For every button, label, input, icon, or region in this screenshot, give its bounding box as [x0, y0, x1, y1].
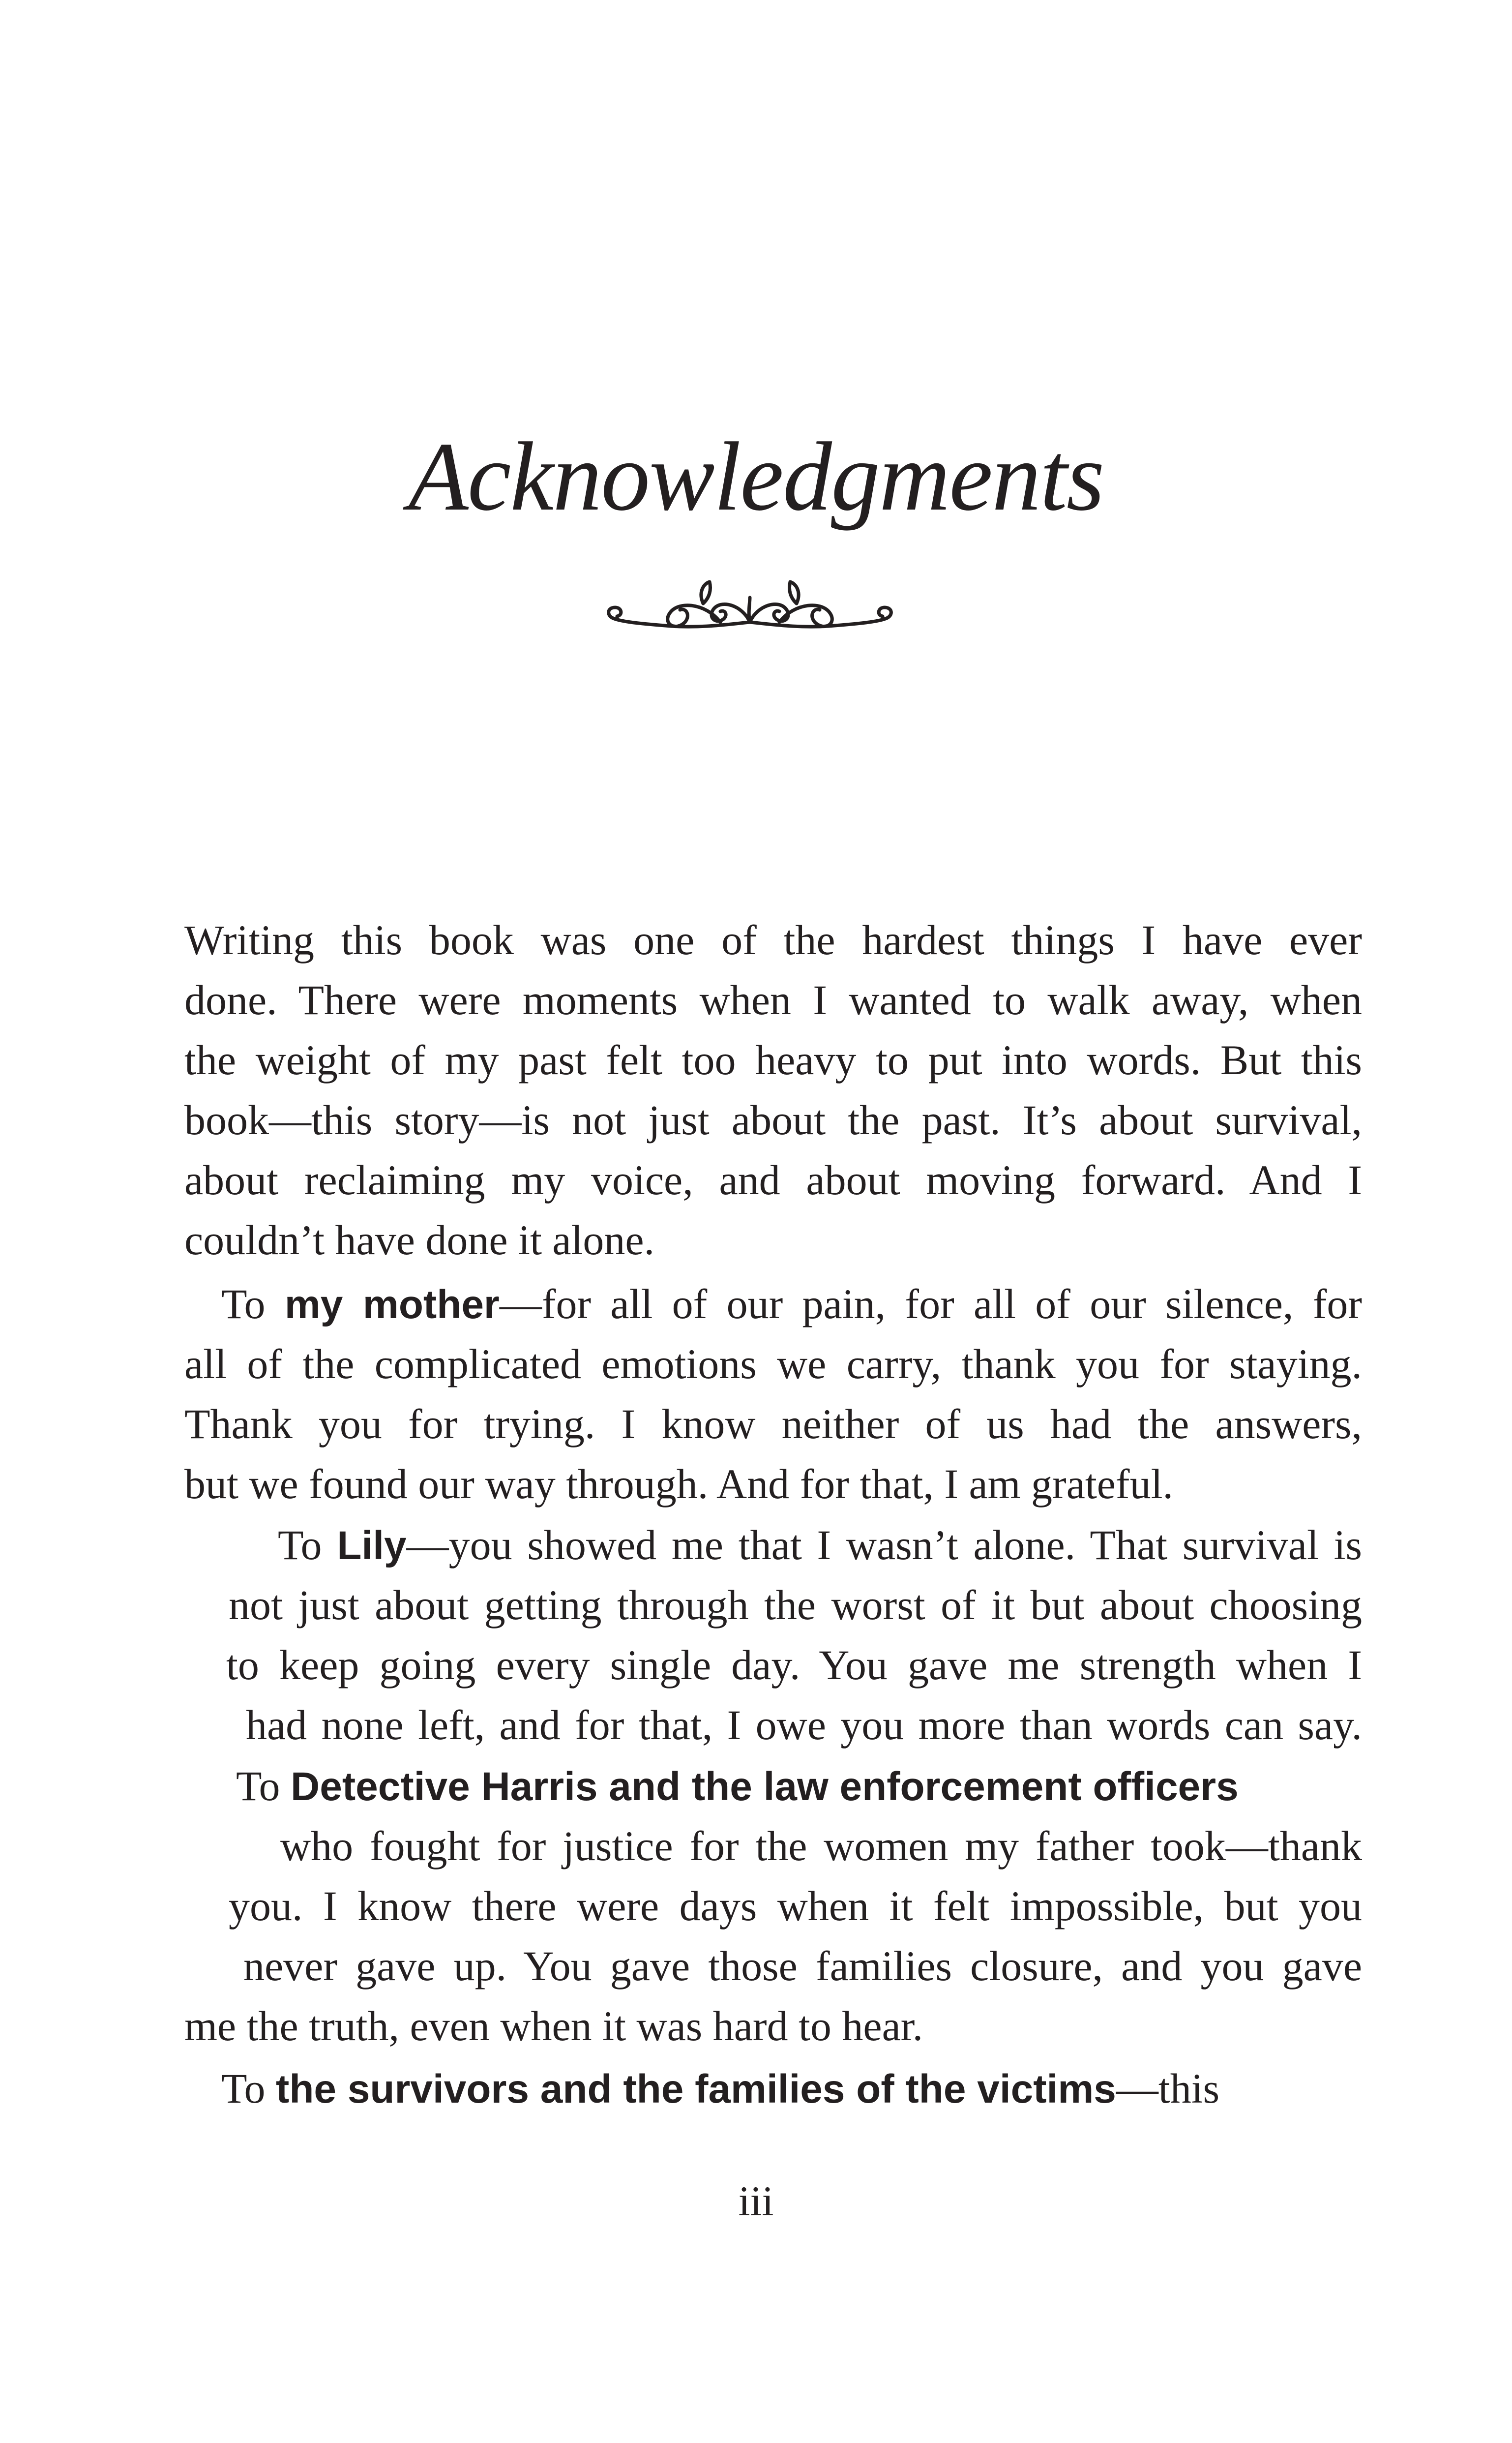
paragraph-4-line-5: me the truth, even when it was hard to hear. — [184, 2002, 923, 2050]
paragraph-3-bold-name: Lily — [337, 1523, 407, 1568]
paragraph-2-line-1-text: —for all of our pain, for all of our silence, for — [499, 1280, 1362, 1327]
paragraph-1-line-3: the weight of my past felt too heavy to put into words. But this — [184, 1036, 1362, 1084]
paragraph-3-line-2: not just about getting through the worst of it but about choosing — [229, 1581, 1362, 1629]
paragraph-5-line-1-text: —this — [1116, 2065, 1220, 2112]
paragraph-3-lead: To — [278, 1521, 337, 1568]
paragraph-1-line-1: Writing this book was one of the hardest things I have ever — [184, 916, 1362, 964]
paragraph-2-line-2: all of the complicated emotions we carry, thank you for staying. — [184, 1340, 1362, 1387]
paragraph-3-line-3: to keep going every single day. You gave me strength when I — [226, 1641, 1362, 1689]
paragraph-4-line-2: who fought for justice for the women my father took—thank — [280, 1822, 1362, 1870]
paragraph-1-line-5: about reclaiming my voice, and about moving forward. And I — [184, 1156, 1362, 1204]
scroll-flourish-ornament — [602, 573, 897, 652]
paragraph-1-line-2: done. There were moments when I wanted to walk away, when — [184, 976, 1362, 1024]
paragraph-4-lead: To — [236, 1762, 291, 1810]
paragraph-4-bold-name: Detective Harris and the law enforcement officers — [291, 1764, 1239, 1809]
paragraph-2-lead: To — [221, 1280, 285, 1327]
paragraph-3-line-4: had none left, and for that, I owe you more than words can say. — [246, 1701, 1362, 1749]
paragraph-2-bold-name: my mother — [284, 1282, 500, 1327]
paragraph-3-line-1 — [278, 1515, 1362, 1576]
paragraph-2-line-4: but we found our way through. And for that, I am grateful. — [184, 1460, 1173, 1508]
page-title: Acknowledgments — [408, 422, 1104, 531]
paragraph-5-lead: To — [221, 2065, 276, 2112]
paragraph-2-line-1 — [221, 1274, 1362, 1335]
paragraph-5-line-1 — [221, 2058, 1362, 2119]
paragraph-4-line-3: you. I know there were days when it felt impossible, but you — [229, 1882, 1362, 1930]
paragraph-4-line-4: never gave up. You gave those families closure, and you gave — [243, 1942, 1362, 1990]
paragraph-3-line-1-text: —you showed me that I wasn’t alone. That survival is — [406, 1521, 1363, 1568]
paragraph-5-bold-name: the survivors and the families of the victims — [276, 2067, 1116, 2111]
page-number: iii — [738, 2177, 774, 2225]
paragraph-2-line-3: Thank you for trying. I know neither of us had the answers, — [184, 1400, 1362, 1448]
paragraph-4-line-1 — [236, 1756, 1362, 1817]
paragraph-1-line-6: couldn’t have done it alone. — [184, 1216, 655, 1264]
paragraph-1-line-4: book—this story—is not just about the past. It’s about survival, — [184, 1096, 1362, 1144]
